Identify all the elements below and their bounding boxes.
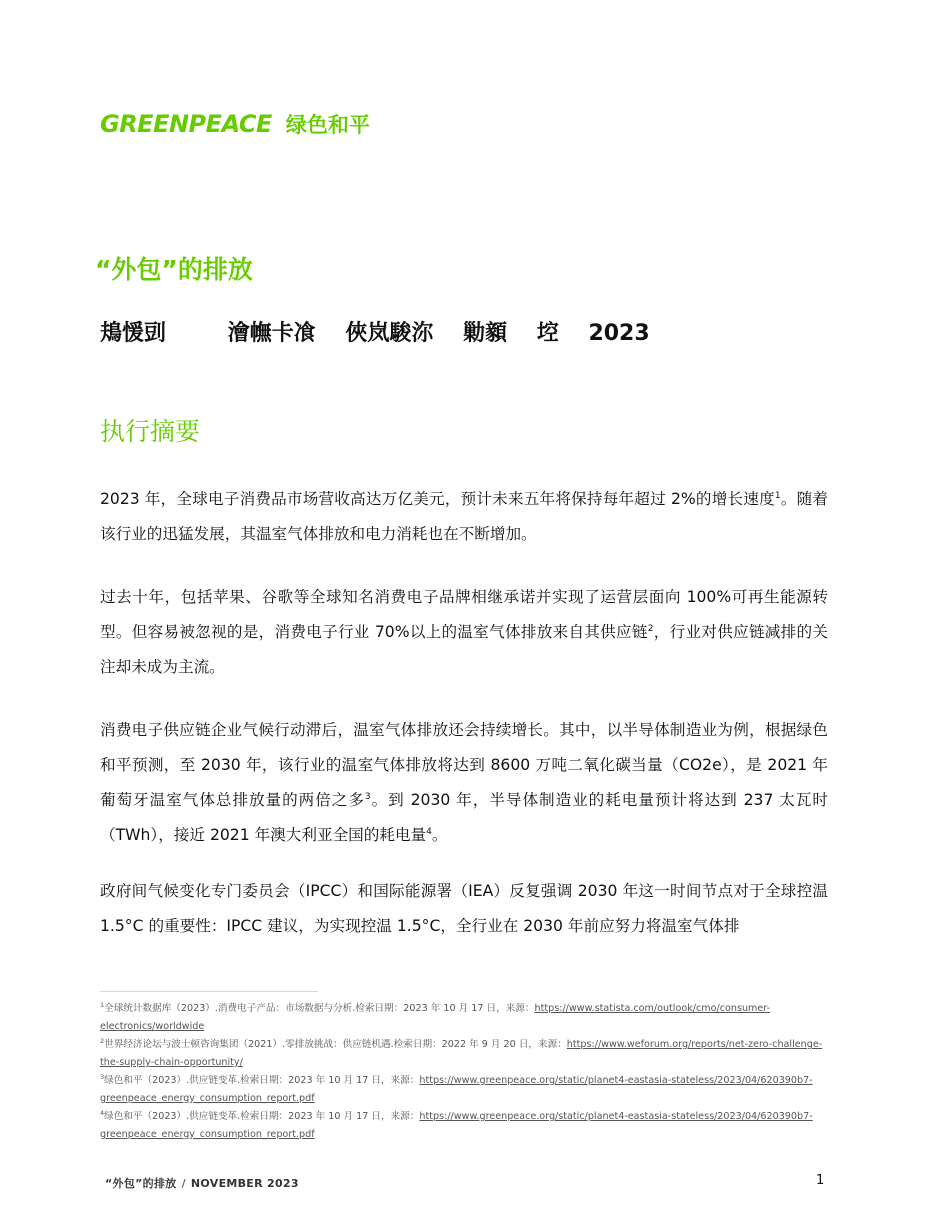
meta-part: 埪 — [536, 321, 559, 346]
logo-text-zh: 绿色和平 — [285, 113, 370, 137]
paragraph-3: 消费电子供应链企业气候行动滞后，温室气体排放还会持续增长。其中，以半导体制造业为例，根据绿色和平预测，至 2030 年，该行业的温室气体排放将达到 8600 万吨二氧化碳当量（CO2e），是 2021 年葡萄牙温室气体总排放量的两倍之多$^3$。到 2030 年，半导体制造业的耗电量预计将达到 237 太瓦时（TWh），接近 2021 年澳大利亚全国的耗电量$^4$。 — [100, 721, 828, 844]
greenpeace-logo — [100, 109, 370, 139]
paragraph-2: 过去十年，包括苹果、谷歌等全球知名消费电子品牌相继承诺并实现了运营层面向 100%可再生能源转型。但容易被忽视的是，消费电子行业 70%以上的温室气体排放来自其供应链$^2$，行业对供应链减排的关注却未成为主流。 — [100, 588, 828, 676]
footnote-ref: 3 — [364, 791, 371, 802]
footnote-ref: 2 — [647, 623, 654, 634]
meta-part: 2023 — [588, 321, 650, 346]
section-heading: 执行摘要 — [100, 417, 201, 446]
paragraph-1: 2023 年，全球电子消费品市场营收高达万亿美元，预计未来五年将保持每年超过 2%的增长速度$^1$。随着该行业的迅猛发展，其温室气体排放和电力消耗也在不断增加。 — [100, 490, 828, 543]
footnote-link[interactable]: https://www.statista.com/outlook/cmo/consumer-electronics/worldwide — [100, 1003, 771, 1032]
footnote: $^3$绿色和平（2023）.供应链变革.检索日期：2023 年 10 月 17 日，来源：https://www.greenpeace.org/static/planet4-eastasia-stateless/2023/04/620390b7-greenpeace_energy_consumption_report.pdf — [100, 1072, 813, 1104]
document-meta-line — [100, 316, 650, 347]
footer-separator: / — [181, 1177, 186, 1190]
footnote-link[interactable]: https://www.greenpeace.org/static/planet4-eastasia-stateless/2023/04/620390b7-greenpeace_energy_consumption_report.pdf — [100, 1111, 813, 1140]
footer-date: NOVEMBER 2023 — [190, 1177, 299, 1190]
footnote: $^2$世界经济论坛与波士顿咨询集团（2021）.零排放挑战：供应链机遇.检索日期：2022 年 9 月 20 日，来源：https://www.weforum.org/reports/net-zero-challenge-the-supply-chain-opportunity/ — [100, 1036, 823, 1068]
footnotes — [100, 1000, 828, 1144]
footnote-divider — [100, 991, 318, 992]
footnote: $^4$绿色和平（2023）.供应链变革.检索日期：2023 年 10 月 17 日，来源：https://www.greenpeace.org/static/planet4-eastasia-stateless/2023/04/620390b7-greenpeace_energy_consumption_report.pdf — [100, 1108, 813, 1140]
page-footer — [105, 1175, 299, 1191]
footnote-ref: 4 — [426, 826, 432, 837]
document-title: “外包”的排放 — [95, 255, 253, 284]
meta-part: 鳺愋剅 — [100, 321, 167, 346]
meta-part: 澮幠卡飡 — [227, 321, 316, 346]
page-number: 1 — [816, 1173, 825, 1188]
footnote-ref: 1 — [774, 490, 781, 501]
paragraph-4: 政府间气候变化专门委员会（IPCC）和国际能源署（IEA）反复强调 2030 年这一时间节点对于全球控温 1.5°C 的重要性：IPCC 建议，为实现控温 1.5°C，全行业在 2030 年前应努力将温室气体排 — [100, 882, 828, 935]
footnote-link[interactable]: https://www.weforum.org/reports/net-zero-challenge-the-supply-chain-opportunity/ — [100, 1039, 823, 1068]
footer-title: “外包”的排放 — [105, 1177, 177, 1190]
meta-part: 勦顡 — [463, 321, 508, 346]
footnote: $^1$全球统计数据库（2023）.消费电子产品：市场数据与分析.检索日期：2023 年 10 月 17 日，来源：https://www.statista.com/outlook/cmo/consumer-electronics/worldwide — [100, 1000, 771, 1032]
meta-part: 俠岚駿沵 — [345, 321, 434, 346]
logo-text-en: GREENPEACE — [100, 110, 272, 138]
footnote-link[interactable]: https://www.greenpeace.org/static/planet4-eastasia-stateless/2023/04/620390b7-greenpeace_energy_consumption_report.pdf — [100, 1075, 813, 1104]
